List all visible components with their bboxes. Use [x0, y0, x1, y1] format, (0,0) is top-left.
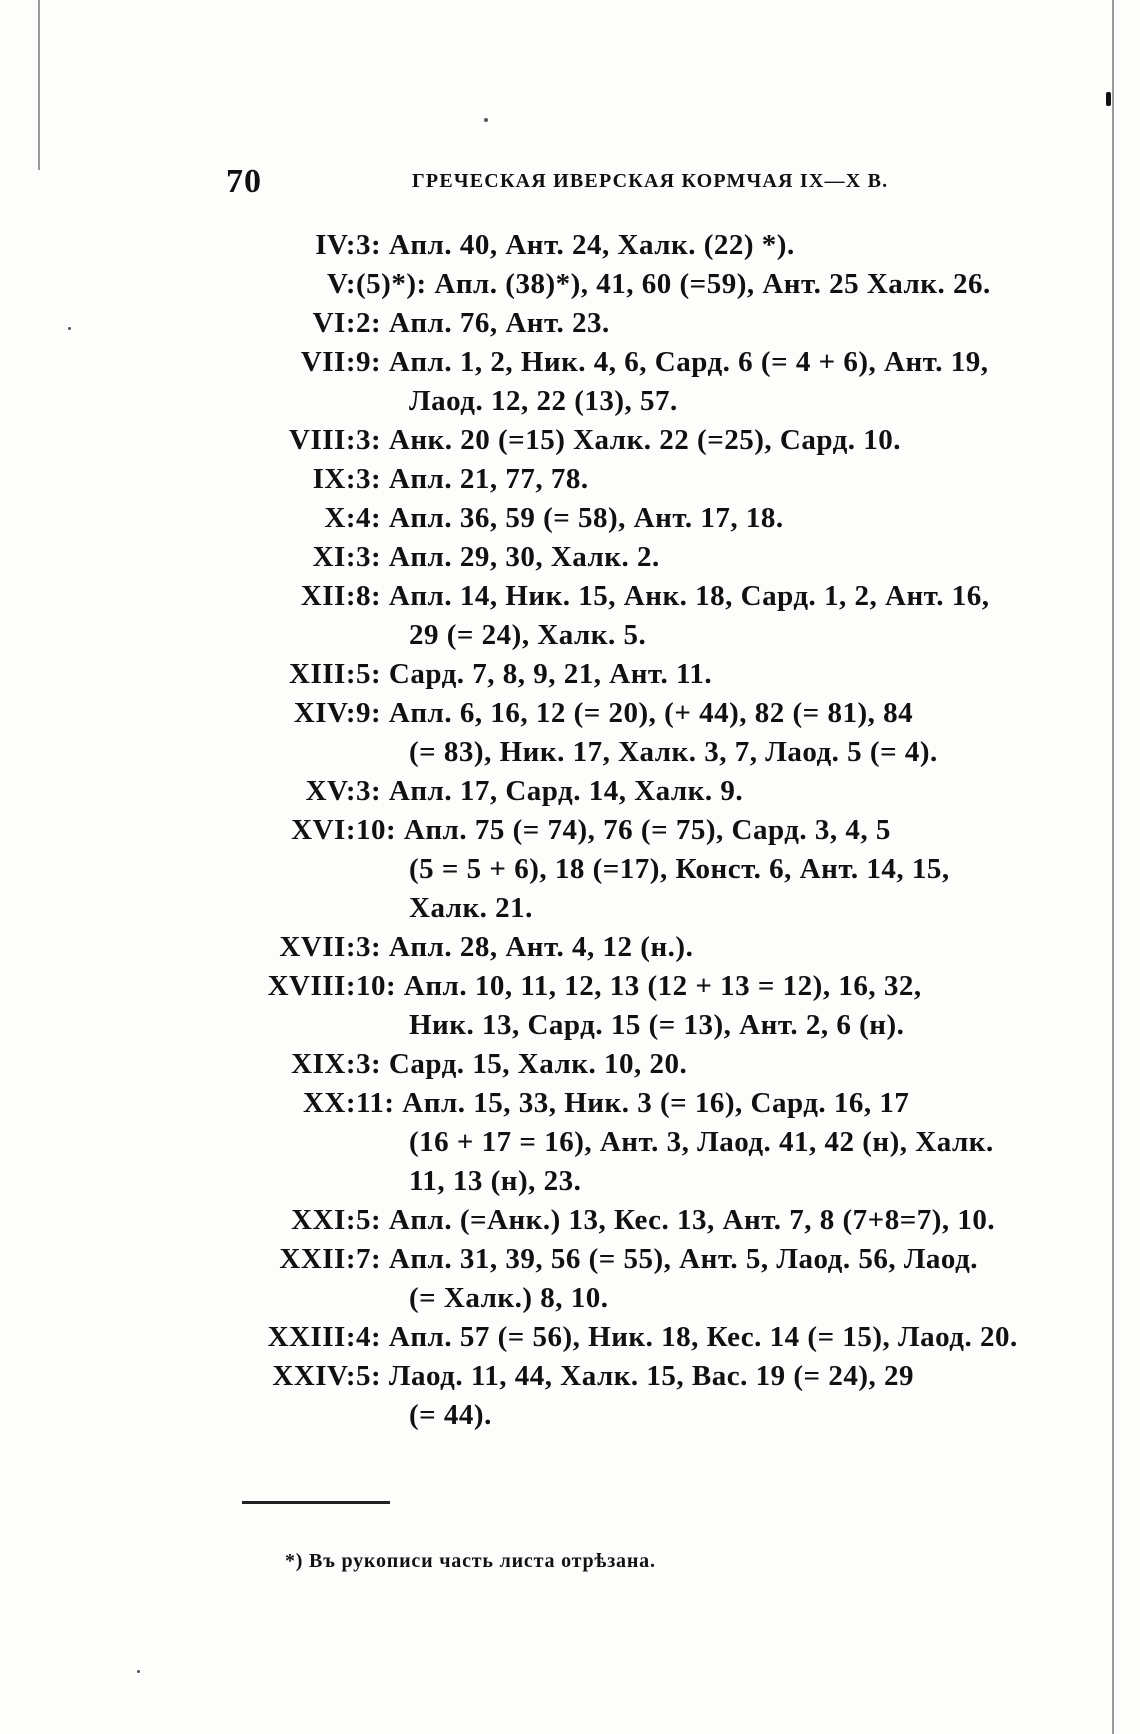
list-item — [0, 265, 1140, 304]
footnote: *) Въ рукописи часть листа отрѣзана. — [285, 1550, 656, 1572]
running-head: ГРЕЧЕСКАЯ ИВЕРСКАЯ КОРМЧАЯ IX—X В. — [412, 170, 889, 192]
entry-text: 3: Апл. 17, Сард. 14, Халк. 9. — [356, 775, 744, 807]
entry-text: 11: Апл. 15, 33, Ник. 3 (= 16), Сард. 16, 17 — [356, 1087, 910, 1119]
list-item — [0, 772, 1140, 811]
entry-text-continuation: Лаод. 12, 22 (13), 57. — [409, 385, 678, 417]
entry-numeral: XIII: — [289, 658, 356, 690]
list-item — [0, 304, 1140, 343]
list-item — [0, 577, 1140, 655]
entry-text: 9: Апл. 6, 16, 12 (= 20), (+ 44), 82 (= 81), 84 — [356, 697, 914, 729]
scan-left-edge — [38, 0, 40, 170]
entry-text: 3: Апл. 21, 77, 78. — [356, 463, 589, 495]
entry-numeral: IX: — [312, 463, 356, 495]
entry-text-continuation: 29 (= 24), Халк. 5. — [409, 619, 647, 651]
list-item — [0, 1084, 1140, 1201]
entry-numeral: VIII: — [289, 424, 356, 456]
entry-text: 4: Апл. 57 (= 56), Ник. 18, Кес. 14 (= 15), Лаод. 20. — [356, 1321, 1018, 1353]
entry-text: 10: Апл. 75 (= 74), 76 (= 75), Сард. 3, 4, 5 — [356, 814, 891, 846]
list-item — [0, 226, 1140, 265]
page-number: 70 — [226, 163, 262, 200]
list-item — [0, 811, 1140, 928]
entry-text-continuation: (= Халк.) 8, 10. — [409, 1282, 609, 1314]
canon-index-list — [0, 226, 1140, 1435]
list-item — [0, 1240, 1140, 1318]
list-item — [0, 694, 1140, 772]
entry-text: 8: Апл. 14, Ник. 15, Анк. 18, Сард. 1, 2, Ант. 16, — [356, 580, 990, 612]
entry-numeral: XXIII: — [267, 1321, 356, 1353]
list-item — [0, 928, 1140, 967]
entry-numeral: XVI: — [291, 814, 356, 846]
entry-text: 5: Апл. (=Анк.) 13, Кес. 13, Ант. 7, 8 (7+8=7), 10. — [356, 1204, 996, 1236]
entry-numeral: XIV: — [293, 697, 356, 729]
entry-text: 5: Сард. 7, 8, 9, 21, Ант. 11. — [356, 658, 713, 690]
entry-numeral: XVII: — [279, 931, 356, 963]
entry-numeral: XI: — [312, 541, 356, 573]
list-item — [0, 1045, 1140, 1084]
entry-text: 3: Анк. 20 (=15) Халк. 22 (=25), Сард. 10. — [356, 424, 901, 456]
list-item — [0, 655, 1140, 694]
entry-numeral: XXII: — [279, 1243, 356, 1275]
entry-text-continuation: 11, 13 (н), 23. — [409, 1165, 582, 1197]
entry-text-continuation: Ник. 13, Сард. 15 (= 13), Ант. 2, 6 (н). — [409, 1009, 905, 1041]
ink-speck — [484, 118, 488, 122]
entry-numeral: VI: — [312, 307, 356, 339]
entry-text: 3: Апл. 40, Ант. 24, Халк. (22) *). — [356, 229, 795, 261]
entry-text: 3: Апл. 28, Ант. 4, 12 (н.). — [356, 931, 694, 963]
entry-numeral: IV: — [315, 229, 356, 261]
entry-numeral: XXIV: — [272, 1360, 356, 1392]
entry-numeral: XX: — [302, 1087, 356, 1119]
entry-text-continuation: (= 83), Ник. 17, Халк. 3, 7, Лаод. 5 (= 4). — [409, 736, 938, 768]
entry-text: 5: Лаод. 11, 44, Халк. 15, Вас. 19 (= 24), 29 — [356, 1360, 914, 1392]
entry-text-continuation: (= 44). — [409, 1399, 492, 1431]
entry-numeral: XV: — [305, 775, 356, 807]
entry-text: 4: Апл. 36, 59 (= 58), Ант. 17, 18. — [356, 502, 784, 534]
entry-text-continuation: (16 + 17 = 16), Ант. 3, Лаод. 41, 42 (н), Халк. — [409, 1126, 994, 1158]
list-item — [0, 538, 1140, 577]
footnote-divider — [242, 1501, 390, 1504]
entry-text: 7: Апл. 31, 39, 56 (= 55), Ант. 5, Лаод. 56, Лаод. — [356, 1243, 979, 1275]
list-item — [0, 1357, 1140, 1435]
ink-speck — [137, 1670, 140, 1673]
list-item — [0, 967, 1140, 1045]
entry-numeral: XVIII: — [267, 970, 356, 1002]
entry-numeral: VII: — [300, 346, 356, 378]
entry-numeral: XXI: — [291, 1204, 356, 1236]
list-item — [0, 1201, 1140, 1240]
entry-text: 3: Апл. 29, 30, Халк. 2. — [356, 541, 660, 573]
list-item — [0, 343, 1140, 421]
entry-text: 9: Апл. 1, 2, Ник. 4, 6, Сард. 6 (= 4 + 6), Ант. 19, — [356, 346, 989, 378]
entry-text: 3: Сард. 15, Халк. 10, 20. — [356, 1048, 688, 1080]
list-item — [0, 421, 1140, 460]
entry-text: (5)*): Апл. (38)*), 41, 60 (=59), Ант. 25 Халк. 26. — [356, 268, 991, 300]
list-item — [0, 460, 1140, 499]
ink-speck — [1106, 92, 1111, 106]
entry-text: 10: Апл. 10, 11, 12, 13 (12 + 13 = 12), 16, 32, — [356, 970, 922, 1002]
entry-numeral: V: — [327, 268, 356, 300]
entry-text-continuation: Халк. 21. — [409, 892, 533, 924]
list-item — [0, 1318, 1140, 1357]
list-item — [0, 499, 1140, 538]
entry-numeral: XIX: — [291, 1048, 356, 1080]
entry-text: 2: Апл. 76, Ант. 23. — [356, 307, 610, 339]
entry-text-continuation: (5 = 5 + 6), 18 (=17), Конст. 6, Ант. 14, 15, — [409, 853, 950, 885]
entry-numeral: X: — [324, 502, 356, 534]
entry-numeral: XII: — [300, 580, 356, 612]
